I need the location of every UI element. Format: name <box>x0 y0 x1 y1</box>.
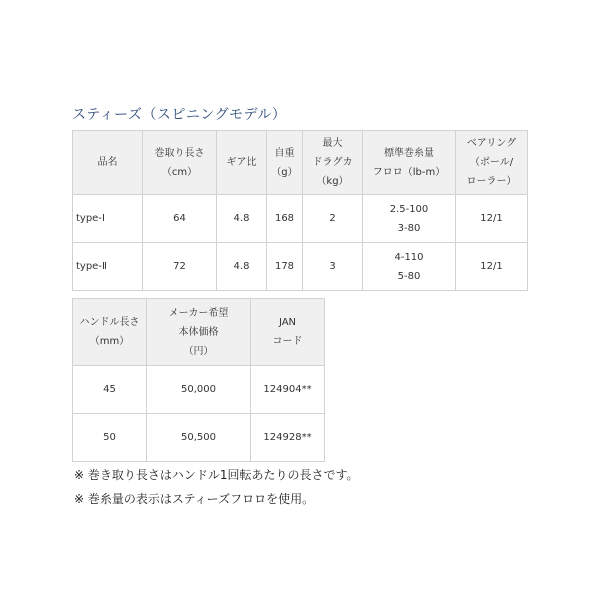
table-cell <box>456 243 528 291</box>
page-title: スティーズ（スピニングモデル） <box>72 107 287 123</box>
cell-line: ローラー） <box>466 176 517 187</box>
cell-line: 124904** <box>263 384 312 395</box>
spec-header-cell <box>217 131 267 195</box>
table-row <box>73 414 325 462</box>
cell-line: 50 <box>103 432 116 443</box>
model-name-cell <box>73 243 143 291</box>
spec-header-row <box>73 131 528 195</box>
table-cell <box>217 195 267 243</box>
cell-line: type-Ⅰ <box>76 213 105 224</box>
cell-line: 50,000 <box>181 384 216 395</box>
spec-header-cell <box>73 131 143 195</box>
spec-header-cell <box>303 131 363 195</box>
note-text: ※ 巻き取り長さはハンドル1回転あたりの長さです。 <box>74 468 359 482</box>
cell-line: 4-110 <box>394 251 424 263</box>
cell-line: メーカー希望 <box>168 307 229 319</box>
cell-line: 最大 <box>322 138 343 149</box>
price-header-cell <box>73 299 147 366</box>
cell-line: 72 <box>173 261 186 272</box>
cell-line: （cm） <box>161 166 198 178</box>
table-row <box>73 195 528 243</box>
cell-line: コード <box>272 336 303 347</box>
table-cell <box>251 414 325 462</box>
cell-line: 巻取り長さ <box>154 147 205 159</box>
cell-line: （mm） <box>89 336 130 347</box>
table-cell <box>363 195 456 243</box>
cell-line: 3-80 <box>397 222 421 234</box>
table-cell <box>251 366 325 414</box>
cell-line: 自重 <box>274 147 295 159</box>
price-header-cell <box>251 299 325 366</box>
price-table <box>72 298 325 462</box>
cell-line: 50,500 <box>181 432 216 443</box>
price-header-cell <box>147 299 251 366</box>
cell-line: 178 <box>274 261 295 272</box>
table-cell <box>143 195 217 243</box>
model-name-cell <box>73 195 143 243</box>
cell-line: 2.5-100 <box>389 203 429 215</box>
table-row <box>73 243 528 291</box>
table-cell <box>303 195 363 243</box>
cell-line: （ボール/ <box>469 157 514 168</box>
spec-table <box>72 130 528 291</box>
table-cell <box>143 243 217 291</box>
cell-line: 124928** <box>263 432 312 443</box>
table-cell <box>73 414 147 462</box>
cell-line: 3 <box>329 261 336 272</box>
cell-line: 2 <box>329 213 336 224</box>
cell-line: 本体価格 <box>178 326 219 338</box>
table-cell <box>73 366 147 414</box>
table-cell <box>267 243 303 291</box>
cell-line: ギア比 <box>226 157 257 168</box>
table-cell <box>267 195 303 243</box>
spec-header-cell <box>456 131 528 195</box>
cell-line: 品名 <box>97 157 118 168</box>
table-cell <box>147 414 251 462</box>
cell-line: フロロ（lb-m） <box>372 166 446 178</box>
cell-line: ベアリング <box>466 138 517 149</box>
cell-line: 168 <box>274 213 295 224</box>
table-cell <box>147 366 251 414</box>
cell-line: 12/1 <box>480 261 503 272</box>
cell-line: 標準巻糸量 <box>384 147 434 159</box>
table-cell <box>456 195 528 243</box>
spec-header-cell <box>267 131 303 195</box>
cell-line: type-Ⅱ <box>76 261 107 272</box>
cell-line: （g） <box>271 166 298 178</box>
cell-line: 64 <box>173 213 186 224</box>
cell-line: 12/1 <box>480 213 503 224</box>
cell-line: 5-80 <box>397 270 421 282</box>
spec-header-cell <box>363 131 456 195</box>
price-header-row <box>73 299 325 366</box>
cell-line: JAN <box>278 317 297 328</box>
note-text: ※ 巻糸量の表示はスティーズフロロを使用。 <box>74 492 315 506</box>
cell-line: ハンドル長さ <box>79 317 140 328</box>
table-cell <box>217 243 267 291</box>
cell-line: （kg） <box>316 176 349 187</box>
cell-line: ドラグカ <box>312 157 353 168</box>
cell-line: （円） <box>183 345 214 357</box>
table-row <box>73 366 325 414</box>
cell-line: 45 <box>103 384 116 395</box>
table-cell <box>363 243 456 291</box>
table-cell <box>303 243 363 291</box>
spec-header-cell <box>143 131 217 195</box>
cell-line: 4.8 <box>233 213 250 224</box>
cell-line: 4.8 <box>233 261 250 272</box>
